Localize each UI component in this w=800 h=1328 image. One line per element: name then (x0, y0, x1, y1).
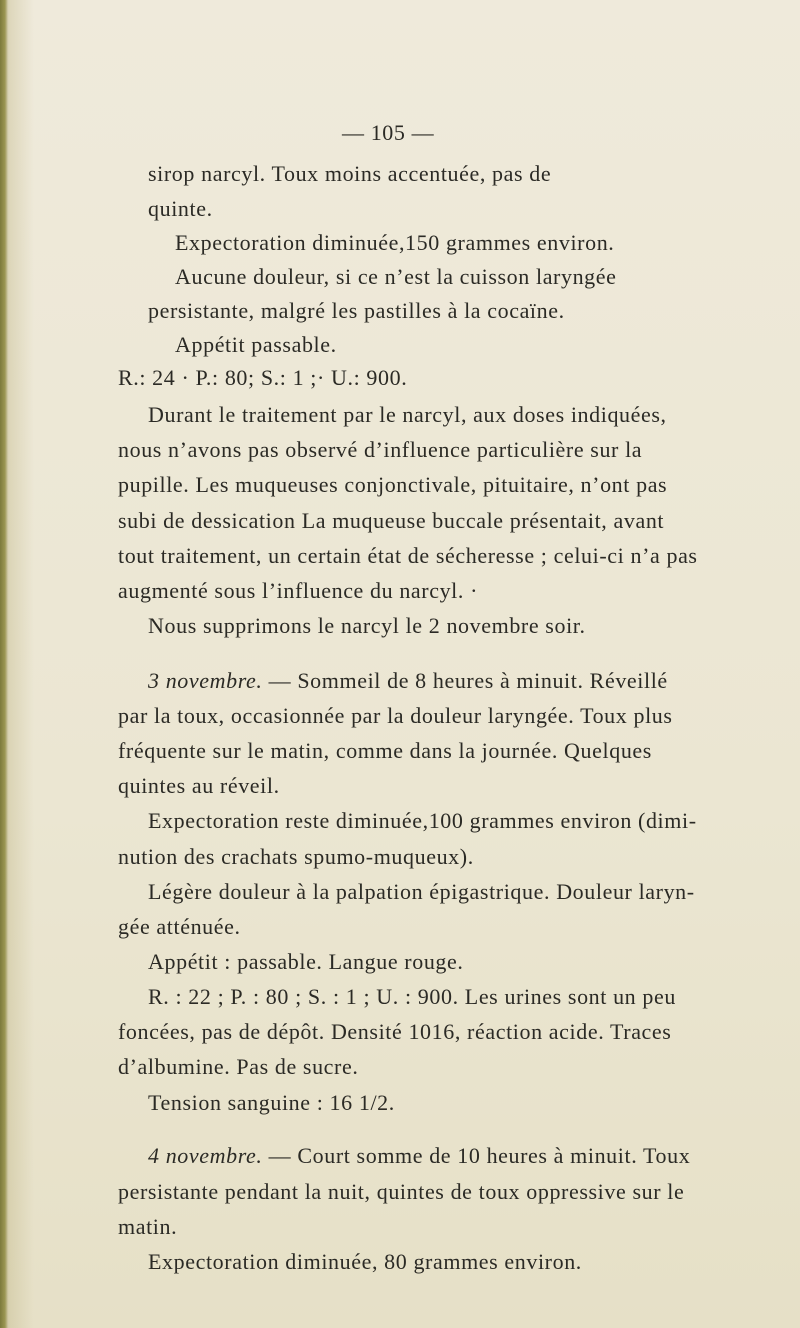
text-line-9: nous n’avons pas observé d’influence particulière sur la (118, 437, 643, 462)
text-line-25: foncées, pas de dépôt. Densité 1016, réaction acide. Traces (118, 1019, 672, 1044)
text-line-13: augmenté sous l’influence du narcyl. · (118, 578, 479, 603)
text-line-23: Appétit : passable. Langue rouge. (148, 949, 464, 974)
text-line-12: tout traitement, un certain état de sécheresse ; celui-ci n’a pas (118, 543, 698, 568)
text-line-27: Tension sanguine : 16 1/2. (148, 1090, 395, 1115)
date-nov4: 4 novembre. (148, 1143, 263, 1168)
text-line-2: quinte. (148, 196, 213, 221)
text-line-6: Appétit passable. (175, 332, 337, 357)
text-line-28: — Court somme de 10 heures à minuit. Toux (268, 1143, 691, 1168)
text-line-7: R.: 24 · P.: 80; S.: 1 ;· U.: 900. (118, 365, 408, 390)
text-line-17: fréquente sur le matin, comme dans la journée. Quelques (118, 738, 652, 763)
text-line-10: pupille. Les muqueuses conjonctivale, pituitaire, n’ont pas (118, 472, 668, 497)
text-line-1: sirop narcyl. Toux moins accentuée, pas de (148, 161, 552, 186)
text-line-19: Expectoration reste diminuée,100 grammes environ (dimi- (148, 808, 697, 833)
text-line-22: gée atténuée. (118, 914, 241, 939)
page-gutter-shadow (0, 0, 8, 1328)
entry-nov4 (148, 1145, 690, 1167)
text-line-3: Expectoration diminuée,150 grammes environ. (175, 230, 615, 255)
text-line-26: d’albumine. Pas de sucre. (118, 1054, 359, 1079)
text-line-15: — Sommeil de 8 heures à minuit. Réveillé (268, 668, 668, 693)
text-line-29: persistante pendant la nuit, quintes de toux oppressive sur le (118, 1179, 685, 1204)
text-line-5: persistante, malgré les pastilles à la cocaïne. (148, 298, 565, 323)
text-line-24: R. : 22 ; P. : 80 ; S. : 1 ; U. : 900. Les urines sont un peu (148, 984, 676, 1009)
text-line-20: nution des crachats spumo-muqueux). (118, 844, 474, 869)
text-line-8: Durant le traitement par le narcyl, aux doses indiquées, (148, 402, 667, 427)
text-line-18: quintes au réveil. (118, 773, 280, 798)
text-line-4: Aucune douleur, si ce n’est la cuisson laryngée (175, 264, 617, 289)
date-nov3: 3 novembre. (148, 668, 263, 693)
text-line-30: matin. (118, 1214, 178, 1239)
entry-nov3 (148, 670, 668, 692)
page-number: — 105 — (342, 120, 435, 145)
text-line-14: Nous supprimons le narcyl le 2 novembre soir. (148, 613, 586, 638)
text-line-11: subi de dessication La muqueuse buccale présentait, avant (118, 508, 665, 533)
text-line-16: par la toux, occasionnée par la douleur laryngée. Toux plus (118, 703, 673, 728)
text-line-31: Expectoration diminuée, 80 grammes environ. (148, 1249, 582, 1274)
text-line-21: Légère douleur à la palpation épigastrique. Douleur laryn- (148, 879, 695, 904)
